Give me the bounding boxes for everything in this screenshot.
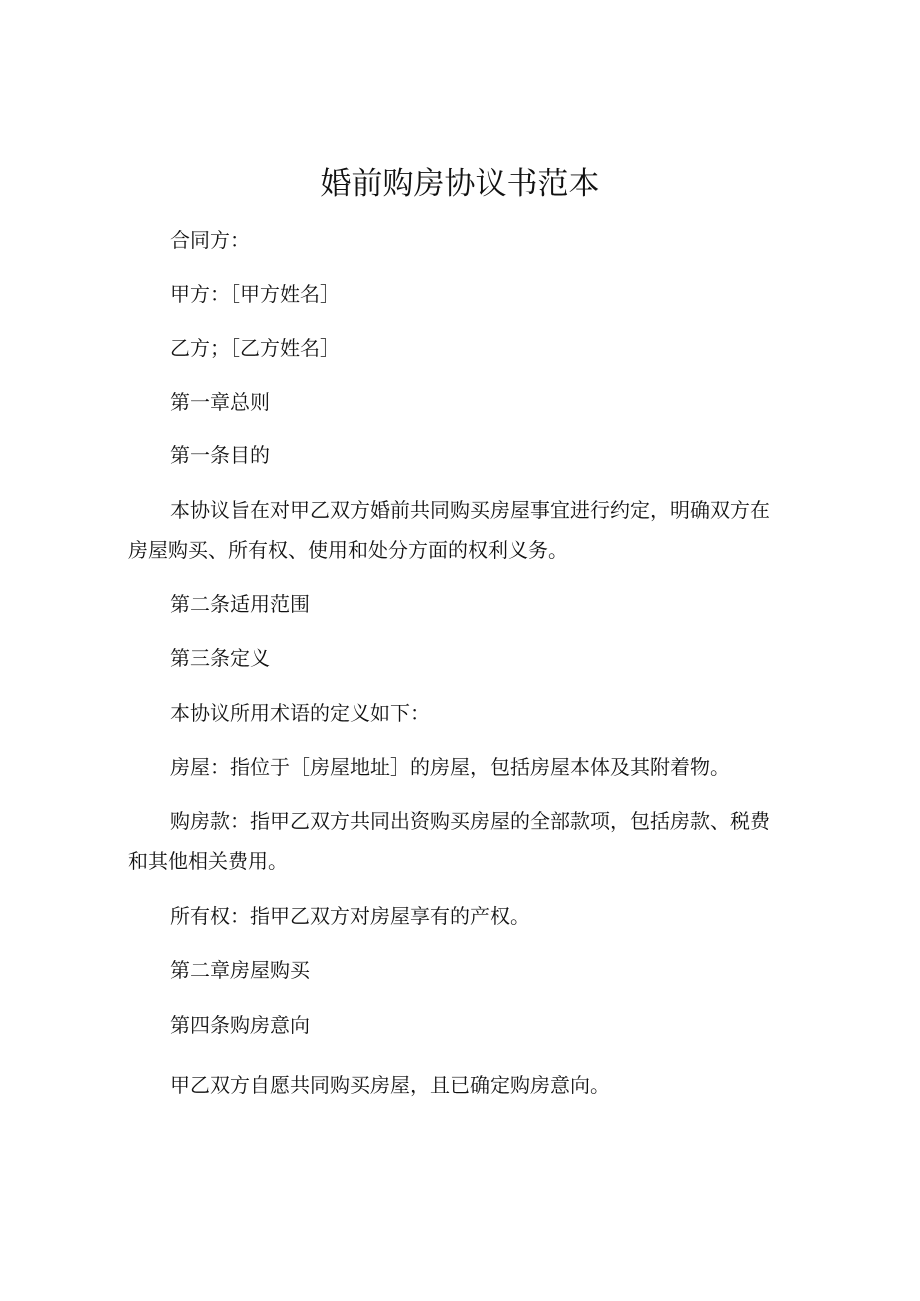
article-2-heading: 第二条适用范围 [170,592,310,616]
article-1-heading: 第一条目的 [170,443,270,467]
definition-house: 房屋：指位于［房屋地址］的房屋，包括房屋本体及其附着物。 [170,755,730,779]
party-a: 甲方：［甲方姓名］ [170,282,340,306]
article-3-heading: 第三条定义 [170,646,270,670]
chapter-1-heading: 第一章总则 [170,390,270,414]
definitions-intro: 本协议所用术语的定义如下： [170,701,430,725]
parties-heading: 合同方： [170,228,250,252]
article-4-body: 甲乙双方自愿共同购买房屋，且已确定购房意向。 [170,1073,610,1097]
definition-payment: 购房款：指甲乙双方共同出资购买房屋的全部款项，包括房款、税费和其他相关费用。 [128,809,770,873]
chapter-2-heading: 第二章房屋购买 [170,958,310,982]
definition-ownership: 所有权：指甲乙双方对房屋享有的产权。 [170,904,530,928]
article-4-heading: 第四条购房意向 [170,1013,310,1037]
article-1-body: 本协议旨在对甲乙双方婚前共同购买房屋事宜进行约定，明确双方在房屋购买、所有权、使用和处分方面的权利义务。 [128,498,770,562]
party-b: 乙方；［乙方姓名］ [170,336,340,360]
document-title: 婚前购房协议书范本 [320,166,600,202]
